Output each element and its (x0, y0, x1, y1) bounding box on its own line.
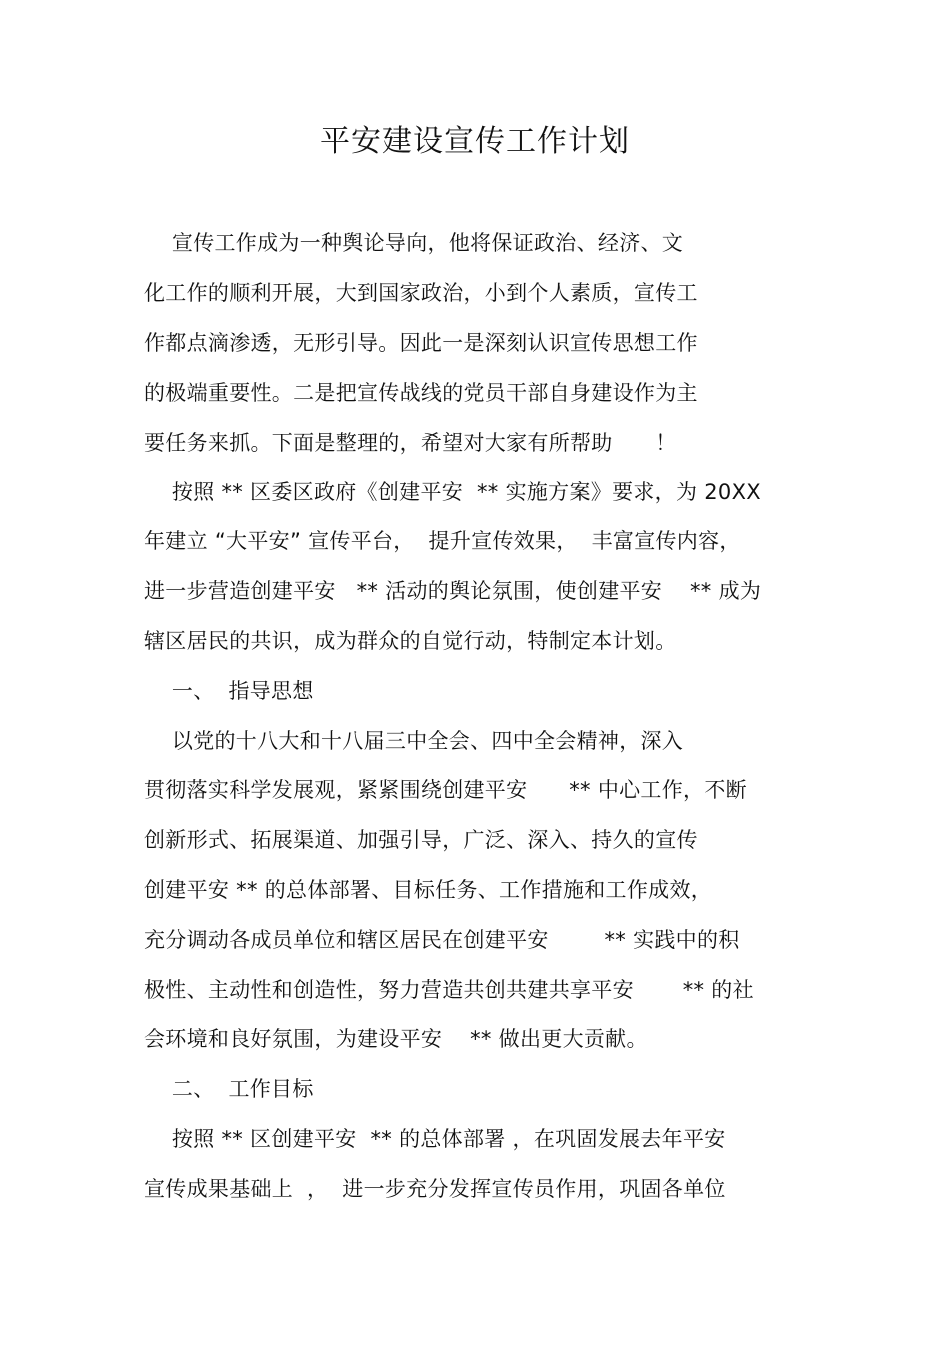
body-line-12: 贯彻落实科学发展观，紧紧围绕创建平安 ** 中心工作，不断 (144, 778, 747, 802)
body-line-17: 会环境和良好氛围，为建设平安 ** 做出更大贡献。 (144, 1027, 648, 1051)
body-line-9: 辖区居民的共识，成为群众的自觉行动，特制定本计划。 (144, 629, 677, 653)
body-line-16: 极性、主动性和创造性，努力营造共创共建共享平安 ** 的社 (144, 978, 754, 1002)
body-line-5: 要任务来抓。下面是整理的，希望对大家有所帮助 ！ (144, 431, 677, 455)
body-line-20: 宣传成果基础上 ， 进一步充分发挥宣传员作用，巩固各单位 (144, 1177, 726, 1201)
body-line-1: 宣传工作成为一种舆论导向，他将保证政治、经济、文 (144, 231, 684, 255)
section-heading-1: 一、 指导思想 (144, 679, 314, 703)
body-line-15: 充分调动各成员单位和辖区居民在创建平安 ** 实践中的积 (144, 928, 740, 952)
body-line-4: 的极端重要性。二是把宣传战线的党员干部自身建设作为主 (144, 381, 698, 405)
body-line-8: 进一步营造创建平安 ** 活动的舆论氛围，使创建平安 ** 成为 (144, 579, 762, 603)
body-line-13: 创新形式、拓展渠道、加强引导，广泛、深入、持久的宣传 (144, 828, 698, 852)
body-line-3: 作都点滴渗透，无形引导。因此一是深刻认识宣传思想工作 (144, 331, 698, 355)
section-heading-2: 二、 工作目标 (144, 1077, 314, 1101)
body-line-19: 按照 ** 区创建平安 ** 的总体部署 ，在巩固发展去年平安 (144, 1127, 726, 1151)
body-line-2: 化工作的顺利开展，大到国家政治，小到个人素质，宣传工 (144, 281, 698, 305)
document-title: 平安建设宣传工作计划 (320, 124, 630, 159)
body-line-14: 创建平安 ** 的总体部署、目标任务、工作措施和工作成效， (144, 878, 713, 902)
body-line-6: 按照 ** 区委区政府《创建平安 ** 实施方案》要求，为 20XX (144, 480, 761, 504)
body-line-11: 以党的十八大和十八届三中全会、四中全会精神，深入 (144, 729, 684, 753)
body-line-7: 年建立 “大平安” 宣传平台， 提升宣传效果， 丰富宣传内容， (144, 529, 741, 553)
